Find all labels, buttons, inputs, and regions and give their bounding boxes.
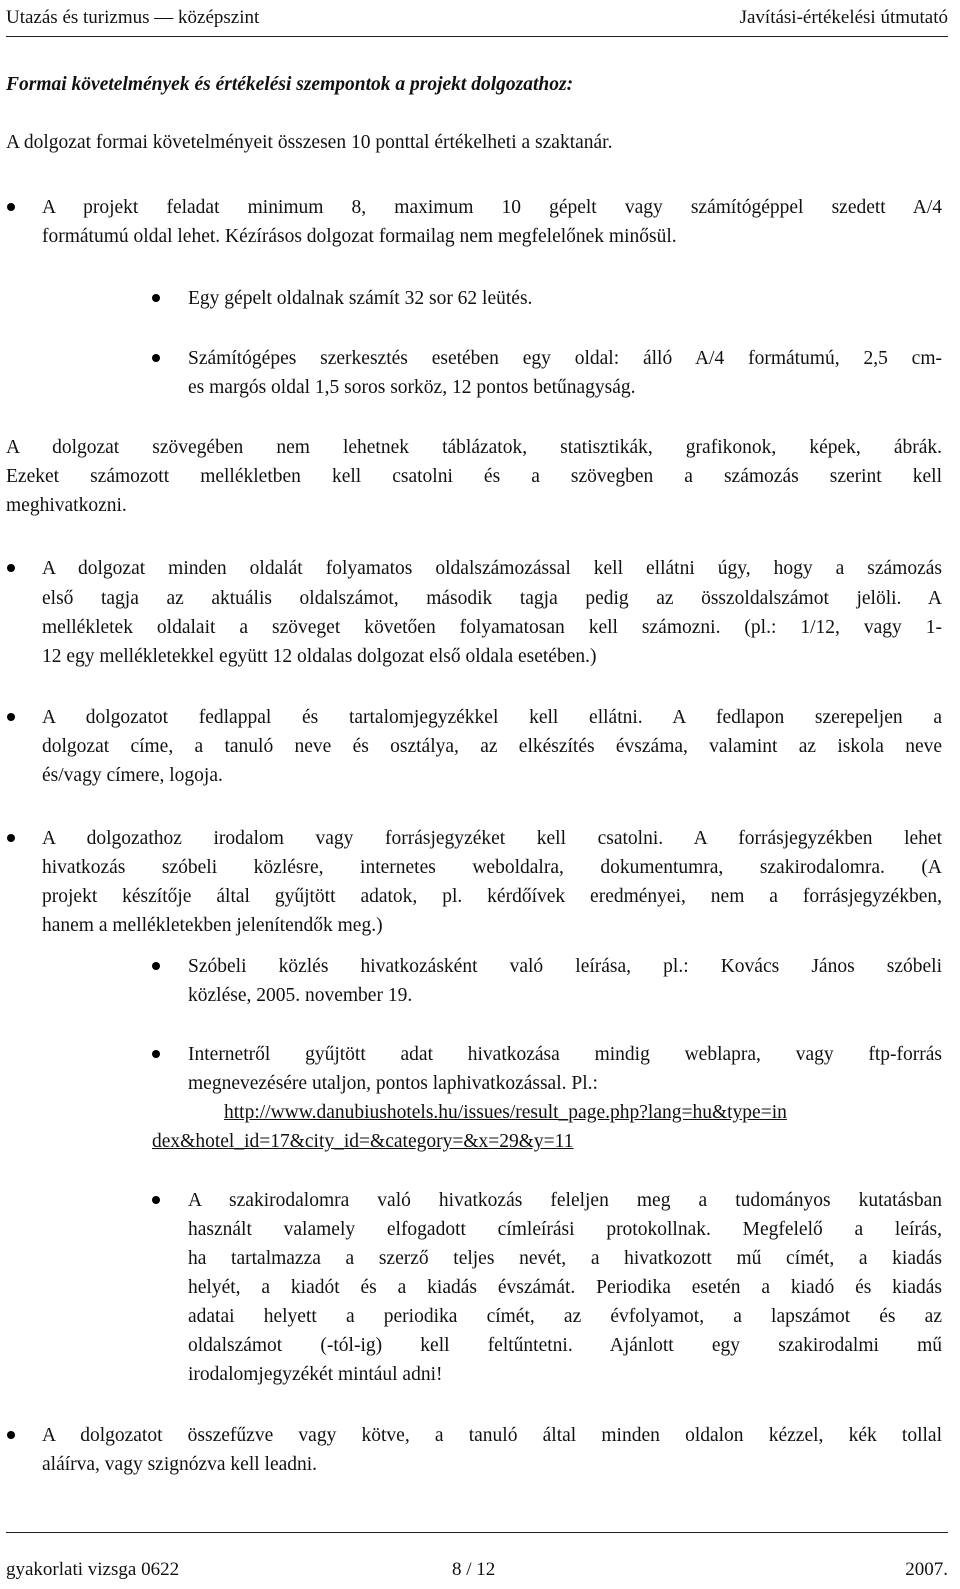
b4-line4: hanem a mellékletekben jelenítendők meg.) xyxy=(42,915,383,936)
b2-line2: első tagja az aktuális oldalszámot, második tagja pedig az összoldalszámot jelöli. A xyxy=(42,588,942,609)
b2-line4: 12 egy mellékletekkel együtt 12 oldalas dolgozat első oldala esetében.) xyxy=(42,646,597,667)
b4c-line2: használt valamely elfogadott címleírási protokollnak. Megfelelő a leírás, xyxy=(188,1219,942,1240)
para2-line3: meghivatkozni. xyxy=(6,495,127,516)
b2-line1: A dolgozat minden oldalát folyamatos oldalszámozással kell ellátni úgy, hogy a számozás xyxy=(42,558,942,579)
section-title: Formai követelmények és értékelési szempontok a projekt dolgozathoz: xyxy=(6,74,574,95)
b5-line1: A dolgozatot összefűzve vagy kötve, a tanuló által minden oldalon kézzel, kék tollal xyxy=(42,1425,942,1446)
b4b-line1: Internetről gyűjtött adat hivatkozása mindig weblapra, vagy ftp-forrás xyxy=(188,1044,942,1065)
intro-text: A dolgozat formai követelményeit összesen 10 ponttal értékelheti a szaktanár. xyxy=(6,132,613,153)
bullet-icon xyxy=(152,1196,160,1204)
bullet-icon xyxy=(7,203,15,211)
b1b-line2: es margós oldal 1,5 soros sorköz, 12 pontos betűnagyság. xyxy=(188,377,636,398)
footer-left: gyakorlati vizsga 0622 xyxy=(6,1559,180,1580)
header-left: Utazás és turizmus — középszint xyxy=(6,7,260,28)
b1b-line1: Számítógépes szerkesztés esetében egy oldal: álló A/4 formátumú, 2,5 cm- xyxy=(188,348,942,369)
b5-line2: aláírva, vagy szignózva kell leadni. xyxy=(42,1454,318,1475)
b4c-line4: helyét, a kiadót és a kiadás évszámát. Periodika esetén a kiadó és kiadás xyxy=(188,1277,942,1298)
footer-right: 2007. xyxy=(905,1559,948,1580)
b4c-line3: ha tartalmazza a szerző teljes nevét, a hivatkozott mű címét, a kiadás xyxy=(188,1248,942,1269)
b4-line1: A dolgozathoz irodalom vagy forrásjegyzéket kell csatolni. A forrásjegyzékben lehet xyxy=(42,828,942,849)
para2-line2: Ezeket számozott mellékletben kell csatolni és a szövegben a számozás szerint kell xyxy=(6,466,942,487)
footer-divider xyxy=(6,1532,948,1533)
b3-line2: dolgozat címe, a tanuló neve és osztálya, az elkészítés évszáma, valamint az iskola neve xyxy=(42,736,942,757)
b1-line2: formátumú oldal lehet. Kézírásos dolgozat formailag nem megfelelőnek minősül. xyxy=(42,226,677,247)
bullet-icon xyxy=(152,354,160,362)
bullet-icon xyxy=(7,1431,15,1439)
b4c-line5: adatai helyett a periodika címét, az évfolyamot, a lapszámot és az xyxy=(188,1306,942,1327)
page-header xyxy=(6,0,948,37)
b4a-line1: Szóbeli közlés hivatkozásként való leírása, pl.: Kovács János szóbeli xyxy=(188,956,942,977)
b3-line3: és/vagy címere, logoja. xyxy=(42,765,223,786)
b4c-line6: oldalszámot (-tól-ig) kell feltűntetni. Ajánlott egy szakirodalmi mű xyxy=(188,1335,942,1356)
b4-line3: projekt készítője által gyűjtött adatok, pl. kérdőívek eredményei, nem a forrásjegyzékben, xyxy=(42,886,942,907)
bullet-icon xyxy=(152,962,160,970)
bullet-icon xyxy=(7,564,15,572)
b4b-line2: megnevezésére utaljon, pontos laphivatkozással. Pl.: xyxy=(188,1073,598,1094)
b3-line1: A dolgozatot fedlappal és tartalomjegyzékkel kell ellátni. A fedlapon szerepeljen a xyxy=(42,707,942,728)
url-link-part1[interactable]: http://www.danubiushotels.hu/issues/result_page.php?lang=hu&type=in xyxy=(224,1102,787,1123)
b1-line1: A projekt feladat minimum 8, maximum 10 gépelt vagy számítógéppel szedett A/4 xyxy=(42,197,942,218)
bullet-icon xyxy=(7,713,15,721)
header-right: Javítási-értékelési útmutató xyxy=(739,7,948,28)
b4-line2: hivatkozás szóbeli közlésre, internetes weboldalra, dokumentumra, szakirodalomra. (A xyxy=(42,857,942,878)
para2-line1: A dolgozat szövegében nem lehetnek táblázatok, statisztikák, grafikonok, képek, ábrák. xyxy=(6,437,942,458)
bullet-icon xyxy=(152,1050,160,1058)
url-link-part2[interactable]: dex&hotel_id=17&city_id=&category=&x=29&y=11 xyxy=(152,1131,574,1152)
b1a-text: Egy gépelt oldalnak számít 32 sor 62 leütés. xyxy=(188,288,533,309)
footer-page-number: 8 / 12 xyxy=(452,1559,496,1580)
b4c-line7: irodalomjegyzékét mintául adni! xyxy=(188,1364,443,1385)
b2-line3: mellékletek oldalait a szöveget követően folyamatosan kell számozni. (pl.: 1/12, vagy 1- xyxy=(42,617,942,638)
b4c-line1: A szakirodalomra való hivatkozás feleljen meg a tudományos kutatásban xyxy=(188,1190,942,1211)
bullet-icon xyxy=(152,294,160,302)
b4a-line2: közlése, 2005. november 19. xyxy=(188,985,413,1006)
bullet-icon xyxy=(7,834,15,842)
